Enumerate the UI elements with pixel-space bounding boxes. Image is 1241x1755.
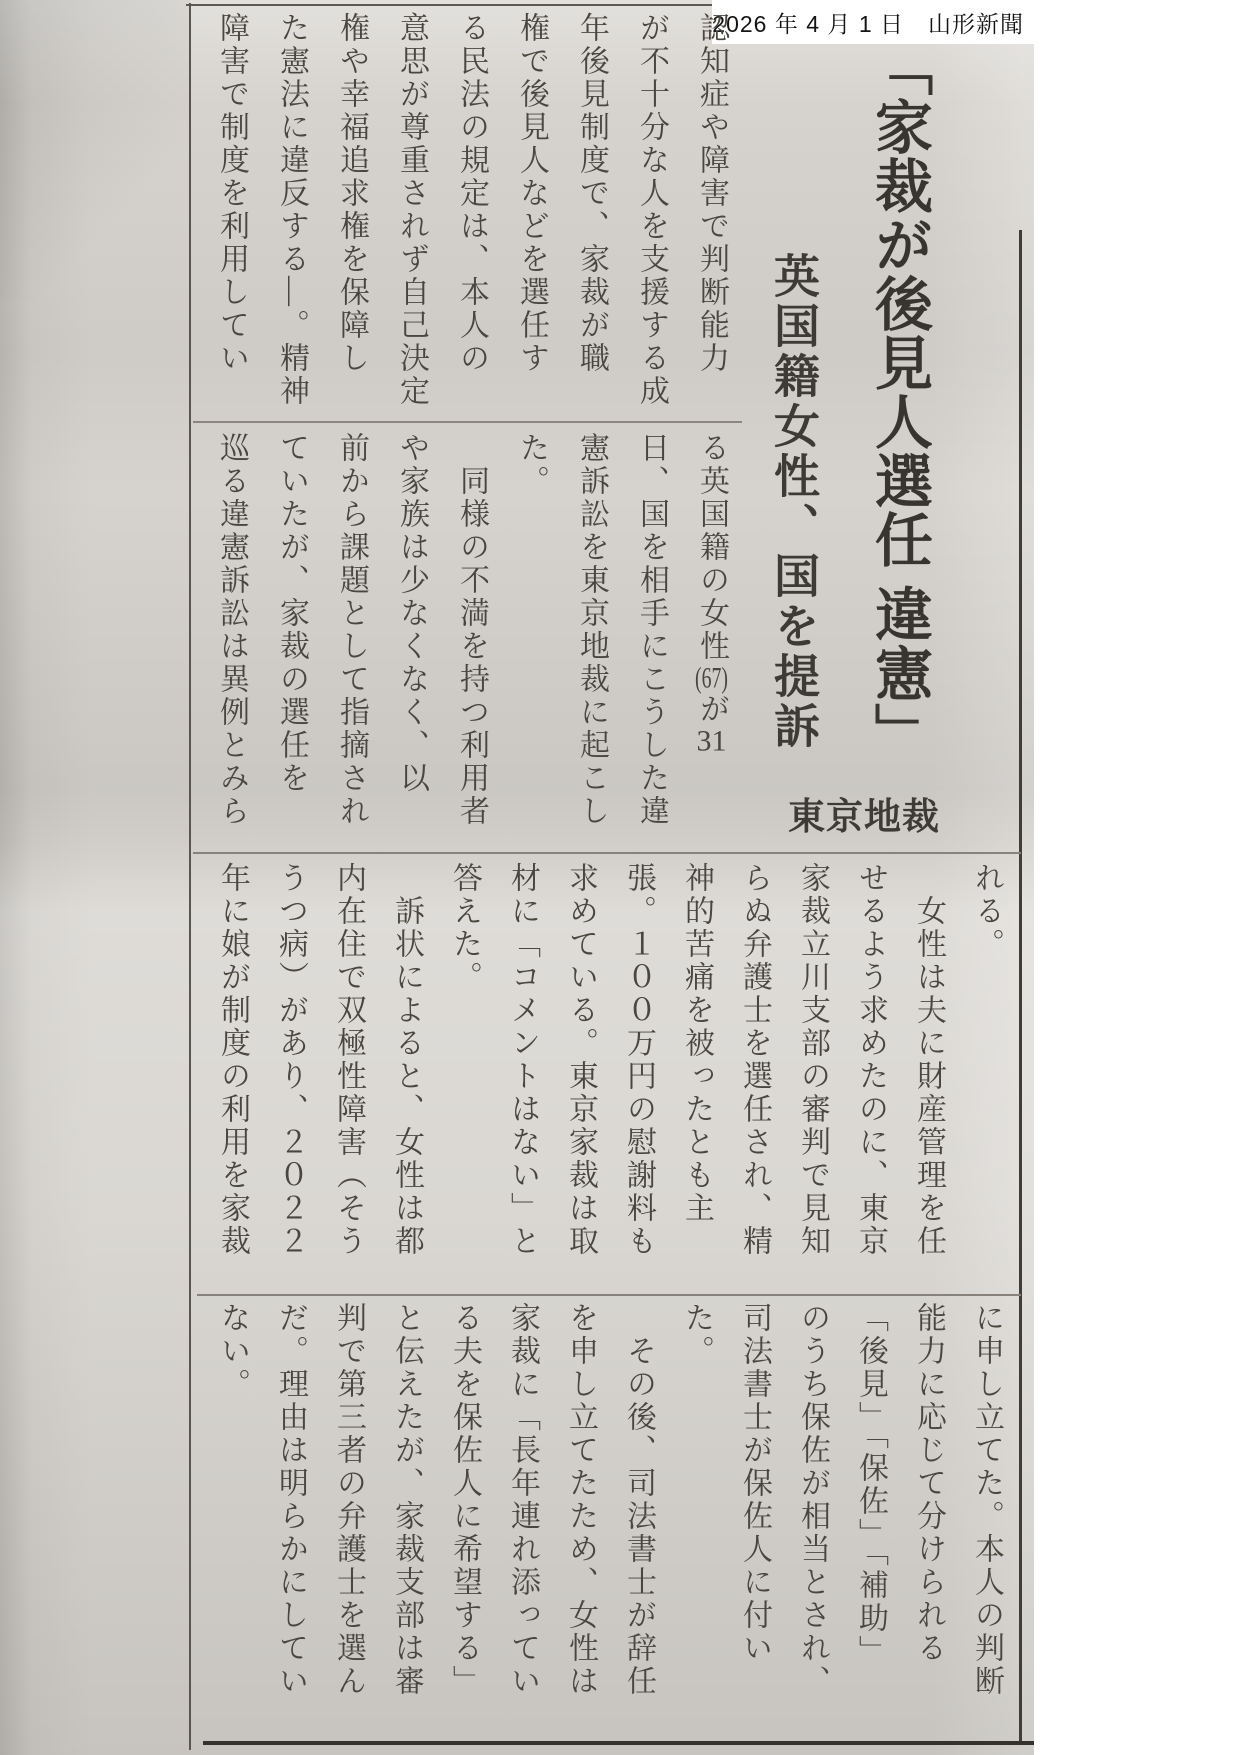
article-column: のうち保佐が相当とされ、 xyxy=(796,1302,829,1698)
article-column: れる。 xyxy=(970,862,1003,961)
article-column: た憲法に違反する―。精神 xyxy=(275,12,308,408)
article-column: 内在住で双極性障害（そう xyxy=(332,862,365,1258)
article-column: 巡る違憲訴訟は異例とみら xyxy=(215,432,248,828)
article-column: 意思が尊重されず自己決定 xyxy=(395,12,428,408)
sub-headline: 英国籍女性、国を提訴 xyxy=(768,252,819,752)
article-column: 認知症や障害で判断能力 xyxy=(695,12,728,375)
article-column: 求めている。東京家裁は取 xyxy=(564,862,597,1258)
article-column: 司法書士が保佐人に付い xyxy=(738,1302,771,1665)
clipping-left-rule xyxy=(189,3,191,1750)
article-column: せるよう求めたのに、東京 xyxy=(854,862,887,1258)
article-column: ない。 xyxy=(216,1302,249,1401)
article-column: と伝えたが、家裁支部は審 xyxy=(390,1302,423,1698)
article-column: ていたが、家裁の選任を xyxy=(275,432,308,795)
article-column: だ。理由は明らかにしてい xyxy=(274,1302,307,1698)
article-column: る英国籍の女性(67)が31 xyxy=(695,432,728,756)
article-column: その後、司法書士が辞任 xyxy=(622,1302,655,1698)
article-column: 憲訴訟を東京地裁に起こし xyxy=(575,432,608,828)
article-column: た。 xyxy=(515,432,548,498)
article-column: 神的苦痛を被ったとも主 xyxy=(680,862,713,1225)
article-column: 家裁立川支部の審判で見知 xyxy=(796,862,829,1258)
article-column: る夫を保佐人に希望する」 xyxy=(448,1302,481,1698)
article-column: 前から課題として指摘され xyxy=(335,432,368,828)
article-column: 障害で制度を利用してい xyxy=(215,12,248,375)
clipping-right-rule xyxy=(1019,230,1022,1743)
column-band-divider xyxy=(193,852,1021,854)
article-column: 家裁に「長年連れ添ってい xyxy=(506,1302,539,1698)
article-column: 年に娘が制度の利用を家裁 xyxy=(216,862,249,1258)
paper-shading xyxy=(0,0,190,300)
article-band-4 xyxy=(201,1302,1015,1744)
article-column: 権で後見人などを選任す xyxy=(515,12,548,375)
article-column: 答えた。 xyxy=(448,862,481,994)
article-column: 判で第三者の弁護士を選ん xyxy=(332,1302,365,1698)
article-column: 能力に応じて分けられる xyxy=(912,1302,945,1665)
main-headline: 「家裁が後見人選任 違憲」 xyxy=(866,38,931,762)
article-column: らぬ弁護士を選任され、精 xyxy=(738,862,771,1258)
article-column: が不十分な人を支援する成 xyxy=(635,12,668,408)
article-band-2 xyxy=(199,432,741,848)
column-band-divider xyxy=(197,1294,1021,1296)
column-band-divider xyxy=(193,421,742,423)
court-name-label: 東京地裁 xyxy=(788,797,940,838)
article-column: うつ病）があり、２０２２ xyxy=(274,862,307,1258)
article-column: 張。１００万円の慰謝料も xyxy=(622,862,655,1258)
article-column: る民法の規定は、本人の xyxy=(455,12,488,375)
article-column: 材に「コメントはない」と xyxy=(506,862,539,1258)
date-source-text: 2026 年 4 月 1 日 山形新聞 xyxy=(712,10,1024,37)
article-band-1 xyxy=(199,12,741,420)
article-column: た。 xyxy=(680,1302,713,1368)
article-column: を申し立てたため、女性は xyxy=(564,1302,597,1698)
article-column: 日、国を相手にこうした違 xyxy=(635,432,668,828)
article-column: 年後見制度で、家裁が職 xyxy=(575,12,608,375)
article-column: 訴状によると、女性は都 xyxy=(390,862,423,1258)
article-column: 同様の不満を持つ利用者 xyxy=(455,432,488,828)
article-column: 女性は夫に財産管理を任 xyxy=(912,862,945,1258)
article-band-3 xyxy=(201,862,1015,1292)
article-column: に申し立てた。本人の判断 xyxy=(970,1302,1003,1698)
article-column: や家族は少なくなく、以 xyxy=(395,432,428,795)
article-column: 「後見」「保佐」「補助」 xyxy=(854,1302,887,1668)
article-column: 権や幸福追求権を保障し xyxy=(335,12,368,375)
